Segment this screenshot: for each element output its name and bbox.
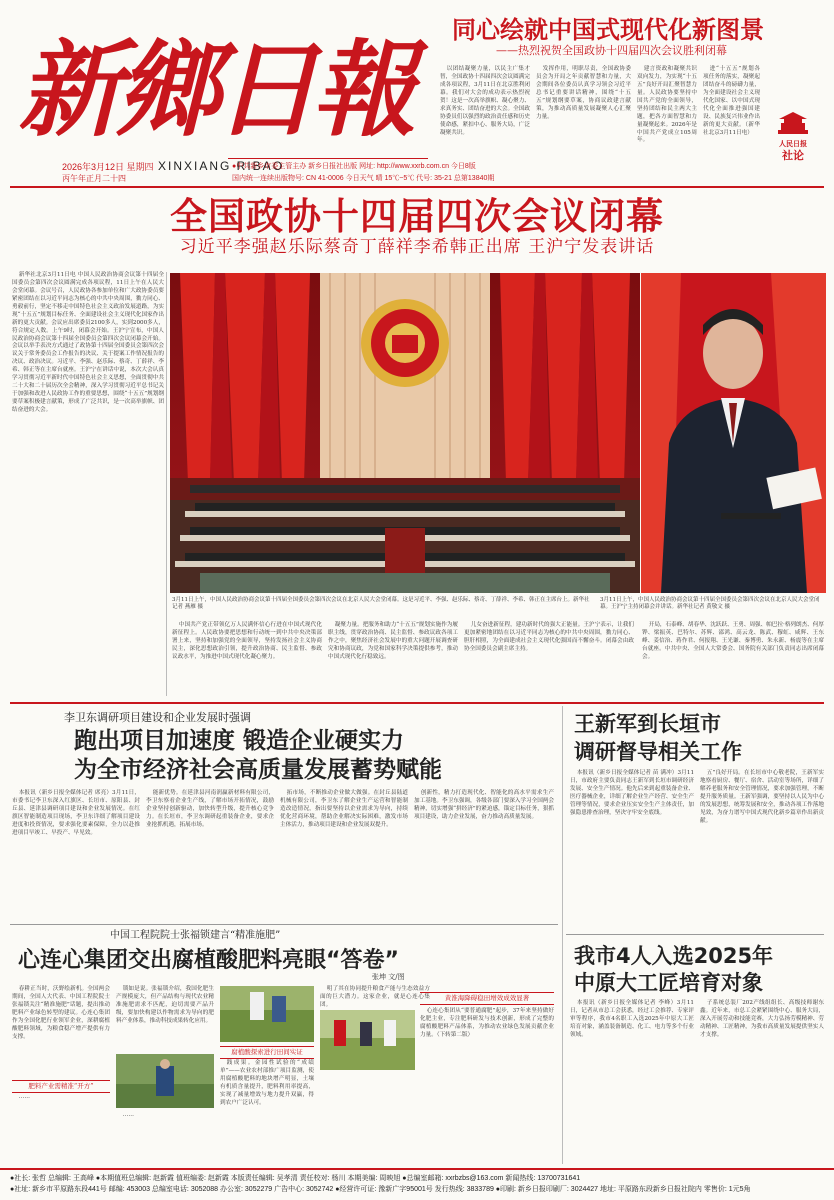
editorial-col-4: 进“十五五”规划各项任务的落实，凝聚起团结奋斗的磅礴力量，为全面建设社会主义现代化国家、以中国式现代化全面推进强国建设、民族复兴伟业作出新的更大贡献。（新华社北京3月11日电） <box>703 66 760 136</box>
editorial-col-1: 以团结凝聚力量，以民主广集才智，全国政协十四届四次会议圆满完成各项议程，3月11日在北京胜利闭幕。我们对大会的成功表示热烈祝贺！这是一次高举旗帜、凝心聚力、求真务实、团结奋进的大会。全国政协委员们以强烈的政治责任感和历史使命感，紧扣中心、服务大局，广泛凝聚共识。 <box>440 66 530 136</box>
photo-main-caption: 3月11日上午，中国人民政治协商会议第十四届全国委员会第四次会议在北京人民大会堂闭幕。这是习近平、李强、赵乐际、蔡奇、丁薛祥、李希、韩正在主席台上。新华社记者 燕雁 摄 <box>172 597 590 611</box>
section-rule-wang <box>566 934 824 935</box>
photo-right-caption: 3月11日上午，中国人民政治协商会议第十四届全国委员会第四次会议在北京人民大会堂闭幕。王沪宁主持闭幕会并讲话。新华社记者 黄敬文 摄 <box>600 597 820 611</box>
column-rule <box>166 272 167 696</box>
section-rule <box>10 702 824 704</box>
story-xlx-col-2: 锁如是说。张福锁介绍，我国化肥生产规模庞大，但产品结构与现代农业精准施肥需求不匹配，迫切需要产品升级，要加快构建以作物需求为导向的肥料产业体系，推动科技成果转化应用。 <box>116 986 214 1024</box>
story-li-col-3: 拓市场，不断推动企业做大做强。在封丘县陆道机械有限公司，李卫东了解企业生产运营和智能制造改造情况，指出要坚持以企业需求为导向，持续优化营商环境，帮助企业解决实际困难，激发市场主体活力，推动项目建设和企业发展双提升。 <box>280 790 408 828</box>
story-xlx-subhead-2: 腐植酸探索进行田间实证 <box>220 1046 314 1059</box>
badge-bottom-text: 社论 <box>782 148 804 162</box>
main-story-lead: 新华社北京3月11日电 中国人民政治协商会议第十四届全国委员会第四次会议圆满完成各项议程，11日上午在人民大会堂闭幕。会议号召，人民政协各参加单位和广大政协委员要紧密团结在以习近平同志为核心的中共中央周围，勠力同心、勇毅前行，坚定不移走中国特色社会主义政治发展道路，为实现“十五五”规划目标任务、全面建设社会主义现代化国家作出新的更大贡献。会议应出席委员2100多人，实到2000多人，符合规定人数。上午9时，闭幕会开始。王沪宁宣布，中国人民政治协商会议第十四届全国委员会第四次会议闭幕会开始。会议以举手表决方式通过了政协第十四届全国委员会第四次会议关于常务委员会工作报告的决议、关于提案工作情况报告的决议、政治决议。习近平、李强、赵乐际、蔡奇、丁薛祥、李希、韩正等在主席台就座。王沪宁在讲话中说，本次大会认真学习贯彻习近平新时代中国特色社会主义思想，全面贯彻中共二十大和二十届历次全会精神，深入学习贯彻习近平总书记关于加强和改进人民政协工作的重要思想，围绕“十五五”规划纲要草案积极建言献策，形成了广泛共识，是一次高举旗帜、团结奋进的大会。 <box>12 272 164 413</box>
story-li-col-4: 创新性，精力打造现代化、智能化的高水平需求生产加工基地。李卫东强调，各级各部门要深入学习全国两会精神，切实增强“拼经济”的紧迫感，锚定目标任务，狠抓项目建设，助力企业发展，奋力推动高质量发展。 <box>414 790 554 820</box>
story-xlx-subhead-1: 肥料产业需精准“开方” <box>12 1080 110 1093</box>
story-li-headline-1: 跑出项目加速度 锻造企业硬实力 <box>74 728 405 754</box>
tiananmen-emblem-icon <box>774 110 812 136</box>
story-li-col-1: 本报讯（新乡日报全媒体记者 席亮）3月11日，市委书记李卫东深入红旗区、长垣市、原阳县、封丘县、延津县调研项目建设和企业发展情况。在红旗区智能制造项目现场，李卫东详细了解项目建设进度和投资情况，要求强化要素保障，全力以赴推进项目早竣工、早投产、早见效。 <box>12 790 140 836</box>
story-xlx-col-5: 心连心集团从“要普通腐肥”起步，37年来坚持做好化肥主业，专注肥料研发与技术创新，形成了完整的腐植酸肥料产品体系，为推动农业绿色发展贡献企业力量。（下转第二版） <box>420 1008 554 1038</box>
column-rule <box>562 706 563 1164</box>
story-gj-col-1: 本报讯（新乡日报全媒体记者 李峰）3月11日，记者从市总工会获悉，经过工会推荐、专家评审等程序，我市4名职工入选2025年中原大工匠培育对象，涵盖装备制造、化工、电力等多个行业领域。 <box>570 1000 694 1038</box>
publication-info-line2: 国内统一连续出版物号: CN 41-0006 今日天气 晴 15℃~5℃ 代号: 35-21 总第13840期 <box>232 175 495 182</box>
issue-date: 2026年3月12日 星期四 <box>62 162 154 172</box>
story-xlx-col-2b: …… <box>122 1112 134 1118</box>
story-xlx-photo-3 <box>320 1010 415 1070</box>
logo-wordmark: 新鄉日報 <box>18 28 411 151</box>
story-xlx-headline: 心连心集团交出腐植酸肥料亮眼“答卷” <box>18 948 399 973</box>
badge-top-text: 人民日报 <box>779 139 807 149</box>
main-story-col-3: 儿女奋进新征程，建功新时代的强大正能量。王沪宁表示，让我们更加紧密地团结在以习近平同志为核心的中共中央周围，勠力同心、胆肝相照，为全面建成社会主义现代化强国而不懈奋斗。闭幕会由政协全国委员会副主席主持。 <box>464 622 634 652</box>
story-xlx-col-1b: …… <box>18 1094 30 1100</box>
story-gj-headline-1: 我市4人入选2025年 <box>574 944 774 968</box>
story-li-headline-2: 为全市经济社会高质量发展蓄势赋能 <box>74 757 442 783</box>
masthead-rule <box>228 158 428 159</box>
main-story-col-1: 中国共产党正带领亿万人民满怀信心行进在中国式现代化新征程上。人民政协要把思想和行动统一到中共中央决策部署上来，坚持和加强党的全面领导，坚持发扬社会主义协商民主，深化思想政治引领，提升政治协商、民主监督、参政议政水平，为推进中国式现代化凝心聚力。 <box>172 622 322 660</box>
lunar-date: 丙午年正月二十四 <box>62 174 126 183</box>
story-wang-headline-2: 调研督导相关工作 <box>574 740 742 764</box>
photo-speaker <box>641 273 826 593</box>
footer-line-2: ●社址: 新乡市平原路东段441号 邮编: 453003 总编室电话: 3052088 办公室: 3052279 广告中心: 3052742 ●经营许可证: 豫新广字95001号 发行热线: 3833789 ●印刷: 新乡日报印刷厂: 3024427 地址: 平原路东段新乡日报社院内 零售价: 1元5角 <box>10 1186 751 1194</box>
editorial-badge <box>764 110 822 168</box>
page-footer <box>0 1168 834 1200</box>
footer-line-1: ●社长: 张哲 总编辑: 王高峰 ●本期值班总编辑: 赵新霞 值班编委: 赵新霞 本版责任编辑: 吴孝清 责任校对: 杨川 本期美编: 周映旭 ●总编室邮箱: xxrbzbs@163.com 新闻热线: 13700731641 <box>10 1175 581 1182</box>
main-headline: 全国政协十四届四次会议闭幕 <box>170 195 664 238</box>
main-story-col-2: 凝聚力量。把服务和助力“十五五”规划实施作为履职主线，贯穿政治协商、民主监督、参政议政各项工作之中，聚焦经济社会发展中的重大问题开展调查研究和协商议政，为党和国家科学决策提供参考，推动中国式现代化行稳致远。 <box>328 622 458 660</box>
masthead-bottom-rule <box>10 186 824 188</box>
story-xlx-col-4: 明了其在协同提升粮食产能与生态效益方面的巨大潜力。这家企业，就是心连心集团。 <box>320 986 430 1008</box>
story-xlx-kicker: 中国工程院院士张福锁建言“精准施肥” <box>110 930 281 941</box>
story-li-col-2: 能新优势。在延津县河南润赢新材料有限公司，李卫东察看企业生产线，了解市场开拓情况，鼓励企业坚持创新驱动，加快转型升级，提升核心竞争力。在长垣市，李卫东调研起重装备企业，要求企业抢抓机遇，拓展市场。 <box>146 790 274 828</box>
main-story-col-4: 开局，石泰峰、胡春华、沈跃跃、王勇、周强、帕巴拉·格列朗杰、何厚铧、梁振英、巴特尔、苏辉、邵鸿、高云龙、陈武、穆虹、咸辉、王东峰、姜信治、蒋作君、何报翔、王光谦、秦博勇、朱永新、杨震等在主席台就座。中共中央、全国人大常委会、国务院有关部门负责同志出席闭幕会。 <box>642 622 824 660</box>
editorial-headline: 同心绘就中国式现代化新图景 <box>452 16 764 44</box>
story-li-kicker: 李卫东调研项目建设和企业发展时强调 <box>64 711 251 724</box>
story-xlx-col-1: 春耕正当时，沃野绘新机。全国两会期间，全国人大代表、中国工程院院士张福锁关注“精准施肥”话题，提出推动肥料产业绿色转型的建议。心连心集团作为全国化肥行业领军企业，深耕腐植酸肥料领域，为粮食稳产增产提供有力支撑。 <box>12 986 110 1040</box>
editorial-col-3: 建言资政和凝聚共识双向发力，为实现“十五五”良好开局汇聚智慧力量。人民政协要坚持中国共产党的全面领导，坚持团结和民主两大主题，把各方面智慧和力量凝聚起来。2026年是中国共产党成立105周年。 <box>637 66 697 144</box>
main-subheadline: 习近平李强赵乐际蔡奇丁薛祥李希韩正出席 王沪宁发表讲话 <box>179 237 655 257</box>
newspaper-logo <box>12 8 411 151</box>
story-wang-headline-1: 王新军到长垣市 <box>574 712 721 736</box>
story-gj-headline-2: 中原大工匠培育对象 <box>574 971 763 995</box>
photo-assembly-hall <box>170 273 640 593</box>
masthead-pinyin: XINXIANG RIBAO <box>158 159 285 173</box>
story-xlx-photo-2 <box>220 986 314 1042</box>
story-xlx-col-3: 践成果。金园性试验的“成绩单”——农业农村部推广项目监测，使用腐植酸肥料的地块增产明显，土壤有机质含量提升，肥料利用率提高，实现了减量增效与地力提升双赢，得到农户广泛认可。 <box>220 1060 314 1106</box>
story-wang-col-1: 本报讯（新乡日报全媒体记者 苗 满冲）3月11日，市政府主要负责同志王新军到长垣市调研经济发展、安全生产情况。他先后来到起重装备企业、医疗器械企业，详细了解企业生产经营、安全生产管理等情况，要求企业压实安全生产主体责任，加强隐患排查治理，坚决守牢安全底线。 <box>570 770 694 816</box>
editorial-subtitle: ——热烈祝贺全国政协十四届四次会议胜利闭幕 <box>496 44 727 57</box>
story-gj-col-2: 子系统总装厂202产线组组长、高级技师谢东鑫。近年来，市总工会紧紧围绕中心、服务大局，深入开展劳动和技能竞赛，大力弘扬劳模精神、劳动精神、工匠精神，为我市高质量发展提供坚实人才支撑。 <box>700 1000 824 1038</box>
story-xlx-box-title: 黄淮海降碍稳田增效成效显著 <box>420 992 554 1005</box>
story-wang-col-2: 五”良好开局。在长垣市中心敬老院，王新军实地察看厨房、餐厅、宿舍、活动室等场所，详细了解养老服务和安全管理情况，要求加强管理，不断提升服务质量。王新军强调，要坚持以人民为中心的发展思想，统筹发展和安全，推动各项工作落地见效，为奋力谱写中国式现代化新乡篇章作出新贡献。 <box>700 770 824 824</box>
story-xlx-byline: 张坤 文/图 <box>372 973 405 981</box>
story-xlx-photo-1 <box>116 1054 214 1108</box>
editorial-col-2: 发挥作用，明职尽责，全国政协委员会为开局之年贡献智慧和力量，大会期间各位委员认真学习领会习近平总书记重要讲话精神，围绕“十五五”规划纲要草案，协商议政建言献策，为推动高质量发展凝聚人心汇聚力量。 <box>536 66 631 120</box>
section-rule-li <box>10 924 558 925</box>
publication-info-line1: ●中共新乡市委主管主办 新乡日报社出版 网址: http://www.xxrb.com.cn 今日8版 <box>232 163 476 170</box>
